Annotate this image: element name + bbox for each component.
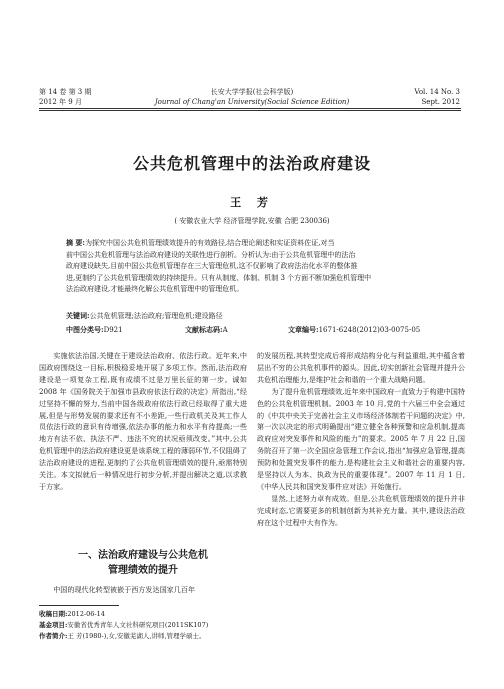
- footnote-fund: 基金项目:安徽省优秀青年人文社科研究项目(2011SK107): [39, 621, 209, 629]
- body-left-column: [39, 350, 247, 493]
- footnote-received: 收稿日期:2012-06-14: [39, 610, 105, 618]
- abstract-line-1: 摘 要:为探究中国公共危机管理绩效提升的有效路径,结合理论阐述和实证资料佐证,对当: [66, 238, 335, 247]
- header-rule-top: [39, 108, 461, 109]
- body-paragraph: 为了提升危机管理绩效,近年来中国政府一直致力于构建中国特色的公共危机管理机制。2003 年 10 月,党的十六届三中全会通过的《中共中央关于完善社会主义市场经济体制若干问题的决定》中,第一次以决定的形式明确提出“建立健全各种预警和应急机制,提高政府应对突发事件和风险的能力”的要求。2005 年 7 月 22 日,国务院召开了第一次全国应急管理工作会议,指出“加强应急管理,提高预防和处置突发事件的能力,是构建社会主义和谐社会的重要内容,是坚持以人为本、执政为民的重要体现”。2007 年 11 月 1 日,《中华人民共和国突发事件应对法》开始施行。: [257, 386, 465, 491]
- header-date: 2012 年 9 月: [39, 98, 82, 106]
- footnote-author-bio: 作者简介:王 芳(1980-),女,安徽芜湖人,讲师,管理学硕士。: [39, 632, 206, 640]
- article-author: 王 芳: [230, 196, 274, 209]
- article-title: 公共危机管理中的法治政府建设: [132, 154, 371, 173]
- body-right-column: [257, 350, 465, 529]
- abstract: [66, 237, 446, 296]
- article-affiliation: ( 安徽农业大学 经济管理学院,安徽 合肥 230036): [174, 217, 330, 225]
- header-vol-no: [414, 87, 460, 107]
- body-paragraph: 中国的现代化转型被嵌于西方发达国家几百年: [53, 585, 196, 594]
- article-number: 文章编号:1671-6248(2012)03-0075-05: [288, 325, 421, 334]
- section-heading: [39, 548, 247, 578]
- section-heading-line-2: 管理绩效的提升: [108, 565, 178, 576]
- abstract-label: 摘 要:: [66, 238, 86, 247]
- keywords: [66, 310, 446, 323]
- header-rule-bottom: [39, 110, 461, 111]
- body-paragraph: 显然,上述努力卓有成效。但是,公共危机管理绩效的提升并非完成时态,它需要更多的机制创新为其补充力量。其中,建设法治政府在这个过程中大有作为。: [257, 493, 465, 527]
- clc-number: 中图分类号:D921: [66, 325, 123, 334]
- section-heading-line-1: 一、法治政府建设与公共危机: [78, 550, 208, 561]
- footnote-rule: [39, 605, 119, 606]
- header-volume: 第 14 卷 第 3 期: [39, 88, 92, 96]
- keywords-label: 关键词:: [66, 311, 90, 320]
- body-left-continuation: [39, 584, 247, 596]
- body-paragraph: 实施依法治国,关键在于建设法治政府、依法行政。近年来,中国政府围绕这一目标,积极稳妥地开展了多项工作。然而,法治政府建设是一项复杂工程,既有成绩不过是万里长征的第一步。诚如 2008 年《国务院关于加强市县政府依法行政的决定》所指出,“经过坚持不懈的努力,当前中国各级政府依法行政已经取得了重大进展,但是与形势发展的要求还有不小差距,一些行政机关及其工作人员依法行政的意识有待增强,依法办事的能力和水平有待提高;一些地方有法不依、执法不严、违法不究的状况亟须改变。”其中,公共危机管理中的法治政府建设更是该系统工程的薄弱环节,不仅阻碍了法治政府建设的进程,更制约了公共危机管理绩效的提升,亟需特别关注。本文拟就后一种情况进行初步分析,并提出解决之道,以求教于方家。: [39, 351, 247, 491]
- header-journal-en: Journal of Chang'an University(Social Science Edition): [154, 98, 350, 106]
- abstract-line-3: 政府建设缺失,目前中国公共危机管理存在三大管理危机,这不仅影响了政府法治化水平的整体推: [66, 262, 358, 270]
- abstract-line-5: 法治政府建设,才能最终化解公共危机管理中的管理危机。: [66, 285, 244, 293]
- abstract-line-4: 进,更制约了公共危机管理绩效的持续提升。只有从制度、体制、机制 3 个方面不断加强危机管理中: [66, 273, 372, 282]
- keywords-text: 公共危机管理;法治政府;管理危机;建设路径: [89, 312, 223, 320]
- header-date-en: Sept. 2012: [421, 98, 460, 106]
- body-paragraph: 的发展历程,其转型完成后将形成结构分化与利益重组,其中蕴含着层出不穷的公共危机事件的源头。因此,切实创新社会管理并提升公共危机治理能力,是维护社会和谐的一个重大战略问题。: [257, 351, 465, 384]
- doc-code: 文献标志码:A: [185, 325, 228, 334]
- abstract-line-2: 前中国公共危机管理与法治政府建设的关联性进行剖析。分析认为:由于公共危机管理中的法治: [66, 250, 356, 259]
- header-vol-en: Vol. 14 No. 3: [414, 88, 460, 96]
- header-journal-cn: 长安大学学报(社会科学版): [210, 88, 294, 96]
